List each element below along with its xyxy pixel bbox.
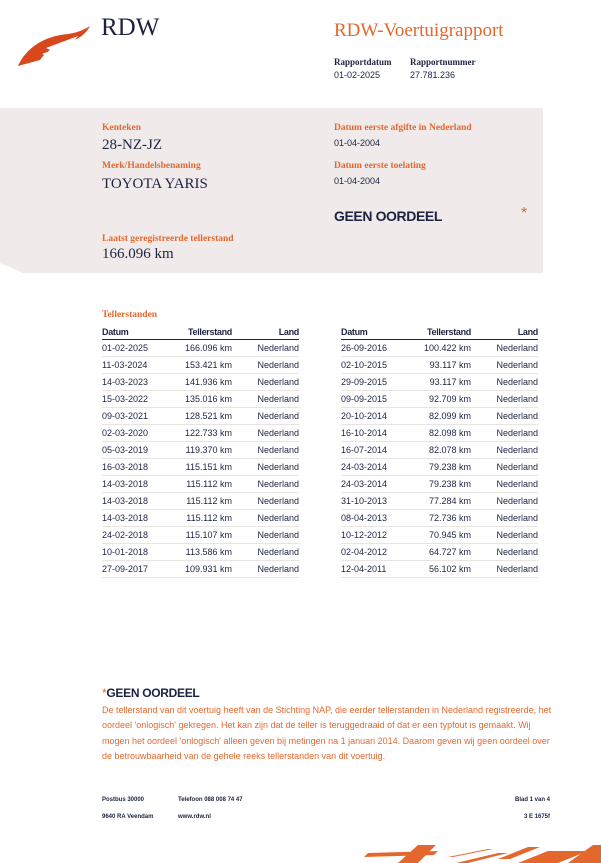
reading-date: 24-03-2014	[341, 459, 417, 476]
footer-doc-code: 3 E 1675f	[523, 814, 550, 820]
footnote-heading: GEEN OORDEEL	[106, 686, 200, 700]
reading-country: Nederland	[471, 442, 538, 459]
footnote-title	[102, 686, 199, 700]
table-row	[341, 425, 538, 442]
reading-odometer: 115.112 km	[180, 476, 232, 493]
reading-date: 15-03-2022	[102, 391, 180, 408]
table-row	[102, 510, 299, 527]
footer-address-line2: 9640 RA Veendam	[102, 814, 154, 820]
verdict-footnote-marker: *	[521, 205, 528, 222]
table-row	[102, 544, 299, 561]
reading-odometer: 92.709 km	[417, 391, 471, 408]
reading-country: Nederland	[471, 527, 538, 544]
reading-odometer: 115.112 km	[180, 510, 232, 527]
reading-odometer: 100.422 km	[417, 340, 471, 357]
reading-country: Nederland	[471, 544, 538, 561]
reading-country: Nederland	[232, 408, 299, 425]
reading-country: Nederland	[471, 340, 538, 357]
reading-date: 09-09-2015	[341, 391, 417, 408]
table-row	[102, 374, 299, 391]
column-header-date: Datum	[341, 325, 417, 340]
footnote-marker: *	[102, 686, 107, 700]
report-date: 01-02-2025	[334, 70, 381, 80]
reading-odometer: 79.238 km	[417, 459, 471, 476]
reading-odometer: 115.107 km	[180, 527, 232, 544]
footer-stripes-icon	[348, 843, 601, 863]
table-row	[102, 527, 299, 544]
reading-odometer: 82.099 km	[417, 408, 471, 425]
table-row	[341, 459, 538, 476]
reading-odometer: 135.016 km	[180, 391, 232, 408]
reading-odometer: 119.370 km	[180, 442, 232, 459]
reading-date: 12-04-2011	[341, 561, 417, 578]
reading-date: 08-04-2013	[341, 510, 417, 527]
table-row	[102, 442, 299, 459]
reading-odometer: 115.112 km	[180, 493, 232, 510]
reading-odometer: 82.078 km	[417, 442, 471, 459]
reading-date: 02-04-2012	[341, 544, 417, 561]
table-row	[341, 442, 538, 459]
column-header-odometer: Tellerstand	[180, 325, 232, 340]
table-row	[341, 544, 538, 561]
reading-odometer: 72.736 km	[417, 510, 471, 527]
reading-country: Nederland	[232, 374, 299, 391]
first-admission-value: 01-04-2004	[334, 176, 381, 186]
reading-odometer: 113.586 km	[180, 544, 232, 561]
reading-date: 02-03-2020	[102, 425, 180, 442]
reading-country: Nederland	[232, 510, 299, 527]
plate-value: 28-NZ-JZ	[102, 137, 162, 153]
reading-odometer: 82.098 km	[417, 425, 471, 442]
footer-phone: Telefoon 088 008 74 47	[178, 797, 243, 803]
reading-date: 09-03-2021	[102, 408, 180, 425]
reading-date: 02-10-2015	[341, 357, 417, 374]
table-row	[102, 476, 299, 493]
footnote-text: De tellerstand van dit voertuig heeft van de Stichting NAP, die eerder tellerstanden in Nederland registreerde, het oordeel 'onlogisch' gekregen. Het kan zijn dat de teller is teruggedraaid of dat er een typfout is gemaakt. Wij mogen het oordeel 'onlogisch' alleen geven bij metingen na 1 januari 2014. Daarom geven wij geen oordeel over de betrouwbaarheid van de gehele reeks tellerstanden van dit voertuig.	[102, 705, 552, 761]
reading-country: Nederland	[471, 459, 538, 476]
reading-odometer: 141.936 km	[180, 374, 232, 391]
reading-country: Nederland	[471, 357, 538, 374]
table-row	[341, 493, 538, 510]
reading-date: 29-09-2015	[341, 374, 417, 391]
reading-odometer: 128.521 km	[180, 408, 232, 425]
first-admission-label: Datum eerste toelating	[334, 161, 426, 171]
reading-odometer: 64.727 km	[417, 544, 471, 561]
reading-date: 10-12-2012	[341, 527, 417, 544]
reading-country: Nederland	[471, 425, 538, 442]
reading-date: 14-03-2018	[102, 510, 180, 527]
table-row	[341, 476, 538, 493]
reading-date: 20-10-2014	[341, 408, 417, 425]
reading-country: Nederland	[232, 493, 299, 510]
make-value: TOYOTA YARIS	[102, 176, 208, 192]
reading-date: 14-03-2018	[102, 476, 180, 493]
reading-date: 27-09-2017	[102, 561, 180, 578]
readings-table-right	[341, 325, 538, 578]
reading-country: Nederland	[471, 493, 538, 510]
footer-website: www.rdw.nl	[178, 814, 211, 820]
reading-date: 14-03-2023	[102, 374, 180, 391]
table-row	[102, 340, 299, 357]
report-number-label: Rapportnummer	[410, 57, 476, 67]
reading-odometer: 70.945 km	[417, 527, 471, 544]
reading-date: 26-09-2016	[341, 340, 417, 357]
reading-date: 24-03-2014	[341, 476, 417, 493]
last-reading-label: Laatst geregistreerde tellerstand	[102, 234, 234, 244]
reading-country: Nederland	[471, 408, 538, 425]
reading-odometer: 109.931 km	[180, 561, 232, 578]
table-row	[341, 510, 538, 527]
panel-corner	[0, 263, 58, 288]
reading-country: Nederland	[232, 527, 299, 544]
table-row	[341, 527, 538, 544]
reading-country: Nederland	[232, 459, 299, 476]
reading-country: Nederland	[232, 425, 299, 442]
reading-odometer: 93.117 km	[417, 374, 471, 391]
reading-odometer: 153.421 km	[180, 357, 232, 374]
make-label: Merk/Handelsbenaming	[102, 161, 201, 171]
table-row	[102, 493, 299, 510]
reading-date: 05-03-2019	[102, 442, 180, 459]
table-row	[102, 459, 299, 476]
footer-address-line1: Postbus 30000	[102, 797, 145, 803]
reading-date: 14-03-2018	[102, 493, 180, 510]
rdw-logo-icon	[16, 26, 92, 68]
reading-date: 16-03-2018	[102, 459, 180, 476]
first-registration-nl-value: 01-04-2004	[334, 138, 381, 148]
table-row	[341, 391, 538, 408]
reading-odometer: 79.238 km	[417, 476, 471, 493]
table-row	[341, 340, 538, 357]
reading-odometer: 115.151 km	[180, 459, 232, 476]
reading-date: 10-01-2018	[102, 544, 180, 561]
reading-country: Nederland	[471, 391, 538, 408]
reading-date: 16-10-2014	[341, 425, 417, 442]
table-row	[102, 408, 299, 425]
reading-country: Nederland	[232, 476, 299, 493]
odometer-verdict: GEEN OORDEEL	[334, 208, 442, 224]
table-row	[102, 391, 299, 408]
plate-label: Kenteken	[102, 123, 142, 133]
report-title: RDW-Voertuigrapport	[334, 20, 504, 41]
reading-country: Nederland	[471, 476, 538, 493]
column-header-odometer: Tellerstand	[417, 325, 471, 340]
table-row	[102, 561, 299, 578]
reading-date: 01-02-2025	[102, 340, 180, 357]
last-reading-value: 166.096 km	[102, 246, 174, 262]
reading-country: Nederland	[471, 510, 538, 527]
reading-date: 11-03-2024	[102, 357, 180, 374]
report-date-label: Rapportdatum	[334, 57, 392, 67]
reading-date: 31-10-2013	[341, 493, 417, 510]
column-header-country: Land	[232, 325, 299, 340]
reading-date: 16-07-2014	[341, 442, 417, 459]
reading-country: Nederland	[232, 561, 299, 578]
reading-odometer: 56.102 km	[417, 561, 471, 578]
reading-country: Nederland	[232, 442, 299, 459]
table-row	[102, 357, 299, 374]
table-row	[341, 408, 538, 425]
reading-odometer: 122.733 km	[180, 425, 232, 442]
reading-odometer: 166.096 km	[180, 340, 232, 357]
table-row	[102, 425, 299, 442]
first-registration-nl-label: Datum eerste afgifte in Nederland	[334, 123, 472, 133]
reading-country: Nederland	[232, 357, 299, 374]
reading-country: Nederland	[471, 374, 538, 391]
reading-country: Nederland	[232, 544, 299, 561]
reading-odometer: 77.284 km	[417, 493, 471, 510]
reading-country: Nederland	[471, 561, 538, 578]
reading-country: Nederland	[232, 391, 299, 408]
reading-date: 24-02-2018	[102, 527, 180, 544]
footer-page-number: Blad 1 van 4	[514, 797, 550, 803]
reading-odometer: 93.117 km	[417, 357, 471, 374]
table-row	[341, 357, 538, 374]
brand-name: RDW	[101, 14, 160, 41]
column-header-country: Land	[471, 325, 538, 340]
table-row	[341, 561, 538, 578]
report-number: 27.781.236	[410, 70, 456, 80]
reading-country: Nederland	[232, 340, 299, 357]
column-header-date: Datum	[102, 325, 180, 340]
table-row	[341, 374, 538, 391]
readings-table-left	[102, 325, 299, 578]
readings-title: Tellerstanden	[102, 310, 158, 320]
